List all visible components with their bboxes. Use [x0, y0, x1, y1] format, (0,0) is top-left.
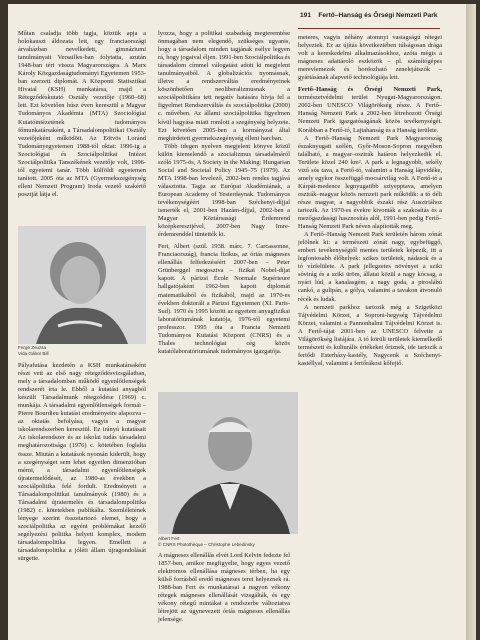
fert-continuation-text: meteres, vagyis néhány atomnyi vastagságú rétegei helyeztek. Ez az újítás következtében túlságosan drága volt a kereskedelmi alkalmazásokhoz, azóta mégis a mágneses adattároló eszközök – pl. számítógépes merevlemezek és hordozható zenelejátszók – gyártásának alapvető technológiája lett. — [298, 34, 442, 82]
running-header — [300, 12, 437, 19]
column-3 — [298, 34, 442, 368]
park-description-text: A Fertő–Hanság Nemzeti Park Magyarország északnyugati szélén, Győr-Moson-Sopron megyében található, a magyar–osztrák határon helyezkedik el. Területe közel 240 km². A park a legnagyobb, sekély vizű sós tava, a Fertő-tó, valamint a Hanság lápvidéke, amely egykor összefüggő mocsárvilág volt. A Fertő-tó a Kárpát-medence legnyugatibb sztyepptava, amelyen osztrák–magyar közös nemzeti park működik: a tó déli része magyar, a nagyobbik északi rész Ausztriához tartozik. Az 1970-es évekre kivonták a szakosítás és a mezőgazdasági hasznosítás alól, 1991-ben pedig Fertő–Hanság Nemzeti Park néven alapították meg. — [298, 134, 442, 231]
park-entry-title: Fertő–Hanság és Őrségi Nemzeti Park, — [298, 86, 442, 94]
column-1-top — [18, 30, 146, 199]
ferge-photo — [18, 226, 146, 344]
ferge-books-text: Több idegen nyelven megjelent könyve közül külön kiemelendő a szocializmus társadalmáról szóló 1975-ös, A Society in the Making: Hungarian Social and Societal Policy 1945–75 (1979). Az MTA 1998-ban levelező, 2002-ben rendes tagjává választotta. Tagja az Európai Akadémiának, a European Academy of Yesterdaynak. Tudományos tevékenységéért 1998-ban Széchenyi-díjjal ismerték el, 2001-ben Hazám-díjjal, 2002-ben a Magyar Köztársasági Érdemrend középkeresztjével, 2007-ben Nagy Imre-érdemrenddel tüntették ki. — [158, 142, 290, 239]
park-entry-text: természetvédelmi terület Nyugat-Magyarországon. 2002-ben UNESCO Világörökség része. A Fertő–Hanság Nemzeti Park a 2002-ben létrehozott Őrségi Nemzeti Park igazgatóságának közös tevékenységét. Korábban a Fertő-tó, Lajtahanság és a Hanság területe. — [298, 94, 442, 134]
column-1-bottom — [18, 362, 146, 563]
ferge-caption-credit: Vida Gábor Bill — [18, 350, 49, 356]
column-2-bottom — [158, 552, 290, 624]
ferge-bio-text: Műtan csaladja több tagja, köztük apja a holokauszt áldozata lett, egy franciaországi árvaházban nevelkedett, gimnáziumi tanulmányait Versailles-ban folytatta, azután 1948-ban tért vissza Magyarországra. A Marx Károly Közgazdaságtudományi Egyetemen 1953-ban szerzett diplomát. A Központi Statisztikai Hivatal (KSH) munkatársa, majd a Rétegződéskutató Osztály vezetője (1960–68) lett. Ezt követően húsz éven keresztül a Magyar Tudományos Akadémia (MTA) Szociológiai Kutatóintézetének tudományos főmunkatársaként, a Társadalompolitikai Osztály vezetőjeként működött. Az Eötvös Loránd Tudományegyetemen 1988-tól oktat: 1996-ig a Szociológiai és Szociálpolitikai Intézet Szociálpolitika Tanszékének vezetője volt, 1996-tól egyetemi tanár. Több külföldi egyetemen tanított. 2005 óta az MTA (Gyermekszegénység elleni Nemzeti Program) Iroda vezető szakértő posztját látja el. — [18, 30, 146, 198]
header-rule — [298, 28, 440, 29]
fert-caption — [158, 536, 255, 547]
park-zones-text: A Fertő–Hanság Nemzeti Park területén három zónát jelölnek ki: a természeti zónát nagy, egybefüggő, emberi tevékenységtől mentes területek képezik, itt a legfontosabb élőhelyek: szikes területek, nádasok és a tó vízfelülete. A park jellegzetes növényei a sziki sóvirág és a sziki üröm, állatai közül a nagy kócsag, a nyári lúd, a kanalasgém, a nagy goda, a piroslábú cankó, a gulipán, a gólya, valamint a tavakon átvonuló récék és ludak. — [298, 231, 442, 303]
portrait-woman-icon — [18, 226, 146, 344]
fert-entry-text: Fert, Albert (szül. 1938. márc. 7. Carcassonne, Franciaország), francia fizikus, az óriás mágneses ellenállás felfedezéséért 2007-ben – Peter Grünberggel megosztva – fizikai Nobel-díjat kapott. A párizsi École Normale Supérieure hallgatójaként 1962-ben kapott diplomát matematikából és fizikából, majd az 1970-es években doktorált a Párizsi Egyetemen (XI. Paris-Sud). 1970 és 1995 között az egyetem anyagfizikai laboratóriumának kutatója, 1976-tól egyetemi professzor. 1995 óta a Francia Nemzeti Tudományos Kutatási Központ (CNRS) és a Thales technológiai cég közös kutatólaboratóriumának tudományos igazgatója. — [158, 243, 290, 355]
running-title: Fertő–Hanság és Őrségi Nemzeti Park — [318, 12, 438, 19]
fert-magnetoresistance-text: A mágneses ellenállás elvét Lord Kelvin fedezte fel 1857-ben, amikor megfigyelte, hogy egyes vezető elektromos ellenállása mágneses térben, ha egy külső forrásból eredő mágneses teret helyeznek rá. 1988-ban Fert és munkatársai a nagyon vékony rétegek mágneses ellenállását vizsgálták, és egy vékony rétegű mintákat a rendszerbe változtatva létrejött az úgynevezett óriás mágneses ellenállás jelensége. — [158, 552, 290, 624]
column-2-top — [158, 30, 290, 356]
portrait-man-icon — [158, 392, 298, 534]
ferge-caption — [18, 345, 49, 356]
ferge-caption-name: Ferge Zsuzsa — [18, 345, 47, 350]
ferge-policy-text: lyozza, hogy a politikai szabadság megteremtése önmagában nem elegendő, szükséges ugyanis, hogy a társadalom minden tagjának esélye legyen rá, hogy jogaival éljen. 1991-ben Szociálpolitika és társadalom címmel válogatást adott ki megjelent tanulmányaiból. A globalizációs nyomásnak, illetve a rendszerváltás eredményeinek köszönhetően neoliberalizmusnak a szociálpolitikára tett negatív hatására hívja fel a figyelmet Rendszerváltás és szociálpolitika (2000) c. művében. Az állami szociálpolitika figyelmen kívül hagyása miatt romlott a szegénység helyzete. Ezt követően 2005-ben a kormányzat által meghirdetett gyermekszegénység elleni harcban. — [158, 30, 290, 142]
fert-caption-name: Albert Fert — [158, 536, 180, 541]
fert-caption-credit: © CNRS Photothèque – Christophe Lebedinsky — [158, 541, 255, 547]
page-number: 191 — [300, 12, 312, 19]
park-protected-areas-text: A nemzeti parkhoz tartozik még a Szigetközi Tájvédelmi Körzet, a Soproni-hegység Tájvédelmi Körzet, valamint a Pannonhalmi Tájvédelmi Körzet is. A Fertő-tájat 2001-ben az UNESCO felvette a Világörökség listájára. A tó körüli területek kiemelkedő természeti és kulturális értékeket őriznek, ide tartozik a fertődi Esterházy-kastély, Nagycenk a Széchenyi-kastéllyal, valamint a fertőrákosi kőfejtő. — [298, 303, 442, 367]
ferge-work-text: Pályafutása kezdetén a KSH munkatársaként részt vett az első nagy rétegződésvizsgálatban, mely a társadalomban működő egyenlőtlenségek rendszerét írta le. Ebből a kutatási anyagból készült Társadalmunk rétegződése (1969) c. munkája. A társadalmi egyenlőtlenségek formái – Pierre Bourdieu kutatási eredményeire alapozva – az oktatás befolyása, vagyis a magyar iskolarendszerben keresztül. Ez irányú kutatásait Az iskolarendszer és az iskolai tudás társadalmi meghatározottsága (1976) c. kötetében foglalta össze. Miután a kutatások nyomán kiderült, hogy a szegénységet sem lehet egyetlen dimenzióban mérni, a társadalmi egyenlőtlenségek újratermelődését, az 1980-as években a szociálpolitika felé fordult. Eredményeit a Társadalompolitikai tanulmányok (1980) és a Társadalmi újratermelés és társadalompolitika (1982) c. kötetekben publikálta. Szemléletének lényege szerint összetartozó elemei, hogy a szociálpolitika az egyéni problémákat kezelő segélyezési politika helyett komplex, modern társadalompolitika legyen. Emellett a társadalompolitika a jóléti állam újragondolását sürgette. — [18, 362, 146, 563]
fert-photo — [158, 392, 298, 534]
book-page — [8, 4, 476, 640]
book-spine-shadow — [466, 4, 476, 640]
